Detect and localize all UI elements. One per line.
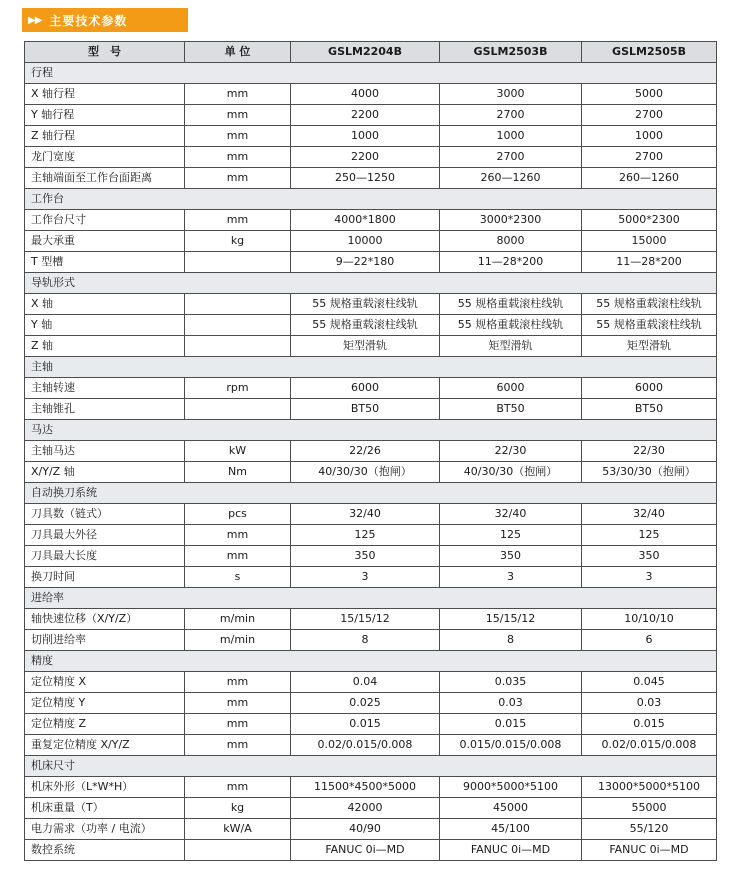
table-row [25,84,717,105]
value-model-3: 矩型滑轨 [582,336,717,357]
param-unit: mm [185,693,291,714]
value-model-2: 8 [440,630,582,651]
value-model-1: BT50 [291,399,440,420]
table-row [25,798,717,819]
value-model-3: 5000*2300 [582,210,717,231]
value-model-3: 2700 [582,105,717,126]
value-model-3: 125 [582,525,717,546]
param-unit: mm [185,210,291,231]
section-title: 行程 [25,63,717,84]
value-model-2: 15/15/12 [440,609,582,630]
table-row [25,210,717,231]
value-model-3: 6000 [582,378,717,399]
section-row [25,189,717,210]
value-model-3: 0.045 [582,672,717,693]
value-model-2: 11—28*200 [440,252,582,273]
table-row [25,399,717,420]
value-model-1: 4000 [291,84,440,105]
value-model-2: 0.035 [440,672,582,693]
value-model-2: 2700 [440,147,582,168]
section-banner [22,8,188,32]
param-unit: Nm [185,462,291,483]
value-model-3: 0.02/0.015/0.008 [582,735,717,756]
spec-table [24,41,717,861]
param-name: 主轴马达 [25,441,185,462]
param-unit: mm [185,777,291,798]
value-model-1: 40/30/30（抱闸） [291,462,440,483]
param-name: 刀具数（链式） [25,504,185,525]
param-name: 主轴端面至工作台面距离 [25,168,185,189]
param-unit: kg [185,798,291,819]
table-row [25,504,717,525]
value-model-3: 11—28*200 [582,252,717,273]
value-model-1: 15/15/12 [291,609,440,630]
value-model-2: 3000*2300 [440,210,582,231]
param-unit: pcs [185,504,291,525]
table-row [25,777,717,798]
param-name: 机床重量（T） [25,798,185,819]
section-row [25,273,717,294]
value-model-1: 4000*1800 [291,210,440,231]
param-name: Y 轴行程 [25,105,185,126]
section-title: 马达 [25,420,717,441]
section-title: 自动换刀系统 [25,483,717,504]
value-model-1: 55 规格重载滚柱线轨 [291,315,440,336]
param-name: 换刀时间 [25,567,185,588]
table-row [25,147,717,168]
param-unit: mm [185,147,291,168]
param-name: Z 轴行程 [25,126,185,147]
header-model: 型 号 [25,42,185,63]
param-name: 刀具最大长度 [25,546,185,567]
value-model-2: 32/40 [440,504,582,525]
param-name: 定位精度 Z [25,714,185,735]
value-model-1: 1000 [291,126,440,147]
table-row [25,315,717,336]
value-model-1: 6000 [291,378,440,399]
param-unit: mm [185,168,291,189]
value-model-3: 32/40 [582,504,717,525]
table-row [25,735,717,756]
value-model-1: 40/90 [291,819,440,840]
value-model-2: 6000 [440,378,582,399]
value-model-2: 1000 [440,126,582,147]
value-model-1: 0.015 [291,714,440,735]
header-unit: 单 位 [185,42,291,63]
param-unit: mm [185,525,291,546]
param-name: 最大承重 [25,231,185,252]
table-row [25,819,717,840]
param-unit [185,315,291,336]
param-name: 重复定位精度 X/Y/Z [25,735,185,756]
param-name: 数控系统 [25,840,185,861]
param-unit: mm [185,735,291,756]
value-model-2: 350 [440,546,582,567]
table-row [25,609,717,630]
param-name: T 型槽 [25,252,185,273]
param-unit: kW/A [185,819,291,840]
value-model-3: 3 [582,567,717,588]
value-model-3: 15000 [582,231,717,252]
value-model-1: 矩型滑轨 [291,336,440,357]
value-model-3: 13000*5000*5100 [582,777,717,798]
value-model-1: 8 [291,630,440,651]
section-title: 机床尺寸 [25,756,717,777]
param-unit [185,840,291,861]
table-row [25,840,717,861]
param-unit: kg [185,231,291,252]
value-model-2: 260—1260 [440,168,582,189]
value-model-3: 0.015 [582,714,717,735]
value-model-3: 5000 [582,84,717,105]
param-name: 定位精度 X [25,672,185,693]
param-name: 电力需求（功率 / 电流） [25,819,185,840]
value-model-2: 55 规格重载滚柱线轨 [440,315,582,336]
table-row [25,714,717,735]
param-unit: mm [185,126,291,147]
table-row [25,126,717,147]
value-model-2: 矩型滑轨 [440,336,582,357]
table-row [25,252,717,273]
value-model-3: 53/30/30（抱闸） [582,462,717,483]
param-name: X 轴行程 [25,84,185,105]
param-unit [185,399,291,420]
value-model-1: 3 [291,567,440,588]
value-model-1: 10000 [291,231,440,252]
value-model-1: 55 规格重载滚柱线轨 [291,294,440,315]
section-row [25,756,717,777]
value-model-3: 55000 [582,798,717,819]
value-model-3: 350 [582,546,717,567]
table-row [25,672,717,693]
value-model-2: 0.015 [440,714,582,735]
header-model-3: GSLM2505B [582,42,717,63]
table-row [25,168,717,189]
param-unit: m/min [185,609,291,630]
param-name: 刀具最大外径 [25,525,185,546]
value-model-2: 2700 [440,105,582,126]
param-unit: m/min [185,630,291,651]
value-model-3: FANUC 0i—MD [582,840,717,861]
value-model-1: 9—22*180 [291,252,440,273]
section-row [25,63,717,84]
table-row [25,462,717,483]
value-model-1: 125 [291,525,440,546]
section-title: 进给率 [25,588,717,609]
header-model-2: GSLM2503B [440,42,582,63]
table-row [25,231,717,252]
header-row [25,42,717,63]
table-row [25,567,717,588]
value-model-2: 3 [440,567,582,588]
param-name: 机床外形（L*W*H） [25,777,185,798]
section-title: 导轨形式 [25,273,717,294]
section-row [25,588,717,609]
value-model-1: 11500*4500*5000 [291,777,440,798]
value-model-1: 250—1250 [291,168,440,189]
value-model-2: 22/30 [440,441,582,462]
param-unit: mm [185,105,291,126]
value-model-3: 1000 [582,126,717,147]
param-name: 工作台尺寸 [25,210,185,231]
table-row [25,546,717,567]
section-row [25,420,717,441]
section-title: 工作台 [25,189,717,210]
param-unit: kW [185,441,291,462]
spec-table-body [25,63,717,861]
param-unit: mm [185,84,291,105]
section-row [25,651,717,672]
value-model-2: BT50 [440,399,582,420]
param-unit [185,294,291,315]
section-row [25,483,717,504]
param-unit [185,252,291,273]
value-model-2: 8000 [440,231,582,252]
value-model-1: 42000 [291,798,440,819]
value-model-2: 55 规格重载滚柱线轨 [440,294,582,315]
param-name: 主轴锥孔 [25,399,185,420]
value-model-2: 0.015/0.015/0.008 [440,735,582,756]
value-model-3: 0.03 [582,693,717,714]
value-model-2: 125 [440,525,582,546]
value-model-1: 22/26 [291,441,440,462]
value-model-3: BT50 [582,399,717,420]
value-model-2: 45/100 [440,819,582,840]
section-row [25,357,717,378]
param-name: 轴快速位移（X/Y/Z） [25,609,185,630]
table-row [25,336,717,357]
section-title: 精度 [25,651,717,672]
value-model-3: 22/30 [582,441,717,462]
value-model-3: 260—1260 [582,168,717,189]
table-row [25,378,717,399]
banner-title: 主要技术参数 [49,13,128,28]
value-model-1: 2200 [291,105,440,126]
table-row [25,294,717,315]
value-model-2: 40/30/30（抱闸） [440,462,582,483]
param-name: Z 轴 [25,336,185,357]
table-row [25,630,717,651]
param-unit: mm [185,672,291,693]
param-name: 主轴转速 [25,378,185,399]
value-model-1: 2200 [291,147,440,168]
value-model-3: 10/10/10 [582,609,717,630]
value-model-3: 2700 [582,147,717,168]
value-model-1: 0.04 [291,672,440,693]
param-name: Y 轴 [25,315,185,336]
table-row [25,525,717,546]
param-unit: rpm [185,378,291,399]
table-row [25,441,717,462]
value-model-1: 350 [291,546,440,567]
param-name: X 轴 [25,294,185,315]
value-model-3: 55 规格重载滚柱线轨 [582,315,717,336]
value-model-1: FANUC 0i—MD [291,840,440,861]
param-name: X/Y/Z 轴 [25,462,185,483]
section-title: 主轴 [25,357,717,378]
param-name: 龙门宽度 [25,147,185,168]
value-model-2: 3000 [440,84,582,105]
value-model-2: FANUC 0i—MD [440,840,582,861]
param-unit: mm [185,714,291,735]
value-model-2: 45000 [440,798,582,819]
value-model-3: 6 [582,630,717,651]
table-row [25,105,717,126]
value-model-1: 32/40 [291,504,440,525]
value-model-1: 0.02/0.015/0.008 [291,735,440,756]
header-model-1: GSLM2204B [291,42,440,63]
param-name: 定位精度 Y [25,693,185,714]
param-name: 切削进给率 [25,630,185,651]
value-model-3: 55/120 [582,819,717,840]
double-arrow-icon: ▶▶ [28,14,42,26]
value-model-3: 55 规格重载滚柱线轨 [582,294,717,315]
param-unit: s [185,567,291,588]
table-row [25,693,717,714]
value-model-1: 0.025 [291,693,440,714]
param-unit: mm [185,546,291,567]
value-model-2: 9000*5000*5100 [440,777,582,798]
param-unit [185,336,291,357]
value-model-2: 0.03 [440,693,582,714]
